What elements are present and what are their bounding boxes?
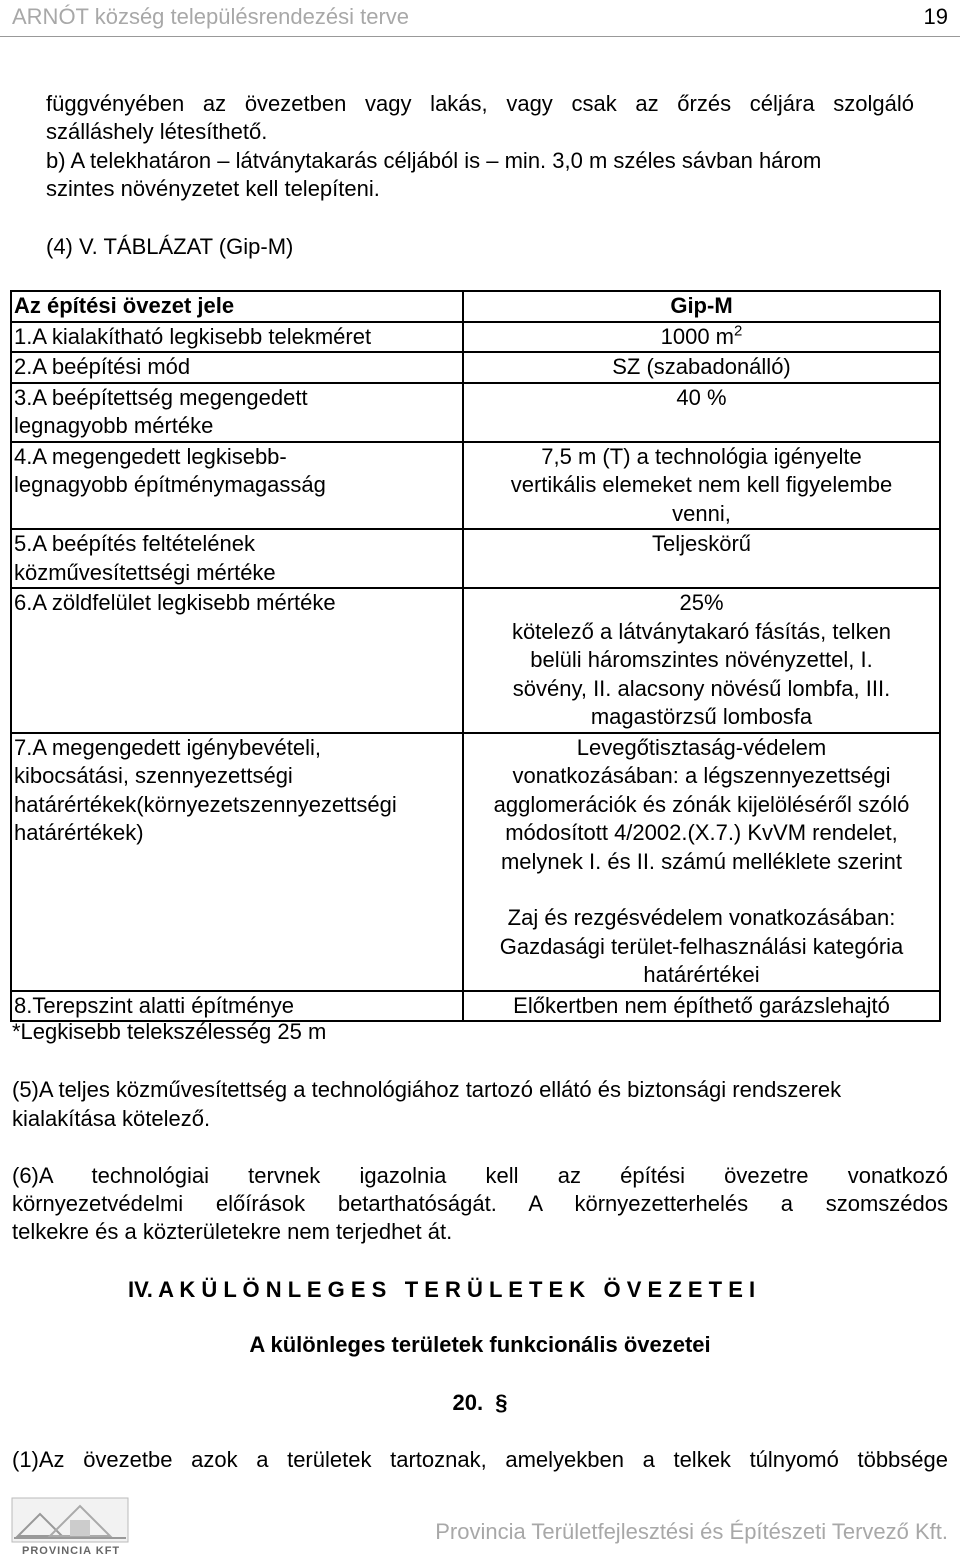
- table-cell: 2.A beépítési mód: [11, 352, 463, 383]
- table-cell: SZ (szabadonálló): [463, 352, 940, 383]
- cell-line: 7.A megengedett igénybevételi,: [14, 734, 322, 760]
- cell-line: legnagyobb mértéke: [14, 413, 214, 438]
- cell-line: 5.A beépítés feltételének: [14, 531, 255, 556]
- table-cell: [11, 442, 463, 530]
- cell-line: sövény, II. alacsony növésű lombfa, III.: [512, 675, 891, 701]
- table-cell: Gip-M: [463, 291, 940, 322]
- cell-line: Zaj és rezgésvédelem vonatkozásában:: [507, 905, 896, 930]
- section-title: IV. A K Ü L Ö N L E G E S T E R Ü L E T E K Ö V E Z E T E I: [128, 1277, 756, 1302]
- cell-line: kötelező a látványtakaró fásítás, telken: [511, 618, 892, 644]
- table-cell: [463, 733, 940, 991]
- cell-line: Levegőtisztaság-védelem: [576, 734, 827, 760]
- table-cell: [463, 442, 940, 530]
- cell-line: határértékei: [643, 962, 760, 987]
- table-cell: 40 %: [463, 383, 940, 442]
- cell-line: 3.A beépítettség megengedett: [14, 384, 308, 410]
- company-logo: [10, 1496, 130, 1560]
- intro-line-3: b) A telekhatáron – látványtakarás céljából is – min. 3,0 m széles sávban három: [46, 148, 822, 173]
- table-row: [11, 991, 940, 1022]
- superscript: 2: [734, 322, 743, 340]
- table-row: [11, 383, 940, 442]
- intro-line-4: szintes növényzetet kell telepíteni.: [46, 176, 380, 201]
- paragraph-6-line-2: környezetvédelmi előírások betarthatóságát. A környezetterhelés a szomszédos: [12, 1191, 948, 1216]
- page-number: 19: [923, 4, 948, 29]
- cell-line: 4.A megengedett legkisebb-: [14, 443, 287, 469]
- cell-value: 1000 m: [660, 323, 735, 349]
- paragraph-6-line-1: (6)A technológiai tervnek igazolnia kell az építési övezetre vonatkozó: [12, 1163, 948, 1188]
- cell-line: határértékek): [14, 820, 144, 845]
- paragraph-5-line-1: (5)A teljes közművesítettség a technológiához tartozó ellátó és biztonsági rendszerek: [12, 1077, 842, 1102]
- table-row: [11, 291, 940, 322]
- spacer: [466, 876, 937, 904]
- cell-line: venni,: [672, 500, 731, 526]
- footnote: *Legkisebb telekszélesség 25 m: [12, 1019, 327, 1044]
- table-row: [11, 442, 940, 530]
- cell-line: vertikális elemeket nem kell figyelembe: [510, 472, 893, 497]
- paragraph-5-line-2: kialakítása kötelező.: [12, 1106, 211, 1131]
- table-row: [11, 322, 940, 353]
- cell-line: vonatkozásában: a légszennyezettségi: [512, 763, 891, 788]
- table-cell: [463, 588, 940, 733]
- table-row: [11, 352, 940, 383]
- intro-line-1: függvényében az övezetben vagy lakás, vagy csak az őrzés céljára szolgáló: [46, 91, 914, 116]
- cell-line: 7,5 m (T) a technológia igényelte: [541, 443, 862, 469]
- paragraph-number: 20. §: [452, 1390, 508, 1415]
- cell-line: Gazdasági terület-felhasználási kategória: [499, 933, 904, 959]
- table-cell: 6.A zöldfelület legkisebb mértéke: [11, 588, 463, 733]
- logo-text: PROVINCIA KFT: [22, 1545, 121, 1557]
- cell-line: melynek I. és II. számú melléklete szerint: [500, 848, 903, 874]
- table-cell: [11, 529, 463, 588]
- table-cell: Az építési övezet jele: [11, 291, 463, 322]
- cell-line: kibocsátási, szennyezettségi: [14, 763, 293, 788]
- paragraph-6-line-3: telkekre és a közterületekre nem terjedhet át.: [12, 1219, 453, 1244]
- subsection-title: A különleges területek funkcionális övezetei: [249, 1332, 711, 1357]
- table-cell: 1.A kialakítható legkisebb telekméret: [11, 322, 463, 353]
- table-cell: 8.Terepszint alatti építménye: [11, 991, 463, 1022]
- table-cell: [11, 383, 463, 442]
- header-title: ARNÓT község településrendezési terve: [12, 4, 410, 29]
- cell-line: magastörzsű lombosfa: [590, 704, 813, 729]
- table-cell: Előkertben nem építhető garázslehajtó: [463, 991, 940, 1022]
- table-row: [11, 529, 940, 588]
- cell-line: legnagyobb építménymagasság: [14, 472, 326, 497]
- intro-line-2: szálláshely létesíthető.: [46, 119, 268, 144]
- zoning-table: [10, 290, 941, 1022]
- cell-line: belüli háromszintes növényzettel, I.: [530, 647, 873, 672]
- table-row: [11, 733, 940, 991]
- table-cell: [463, 322, 940, 353]
- cell-line: módosított 4/2002.(X.7.) KvVM rendelet,: [505, 820, 898, 845]
- page-header: [0, 0, 960, 37]
- table-title: (4) V. TÁBLÁZAT (Gip-M): [46, 234, 294, 259]
- table-cell: [11, 733, 463, 991]
- table-cell: Teljeskörű: [463, 529, 940, 588]
- table-row: [11, 588, 940, 733]
- cell-line: 25%: [679, 590, 724, 615]
- paragraph-1-line: (1)Az övezetbe azok a területek tartoznak, amelyekben a telkek túlnyomó többsége: [12, 1447, 948, 1472]
- cell-line: agglomerációk és zónák kijelöléséről szóló: [493, 791, 910, 817]
- cell-line: közművesítettségi mértéke: [14, 559, 276, 585]
- cell-line: határértékek(környezetszennyezettségi: [14, 791, 397, 817]
- footer-company: Provincia Területfejlesztési és Építészeti Tervező Kft.: [435, 1519, 948, 1544]
